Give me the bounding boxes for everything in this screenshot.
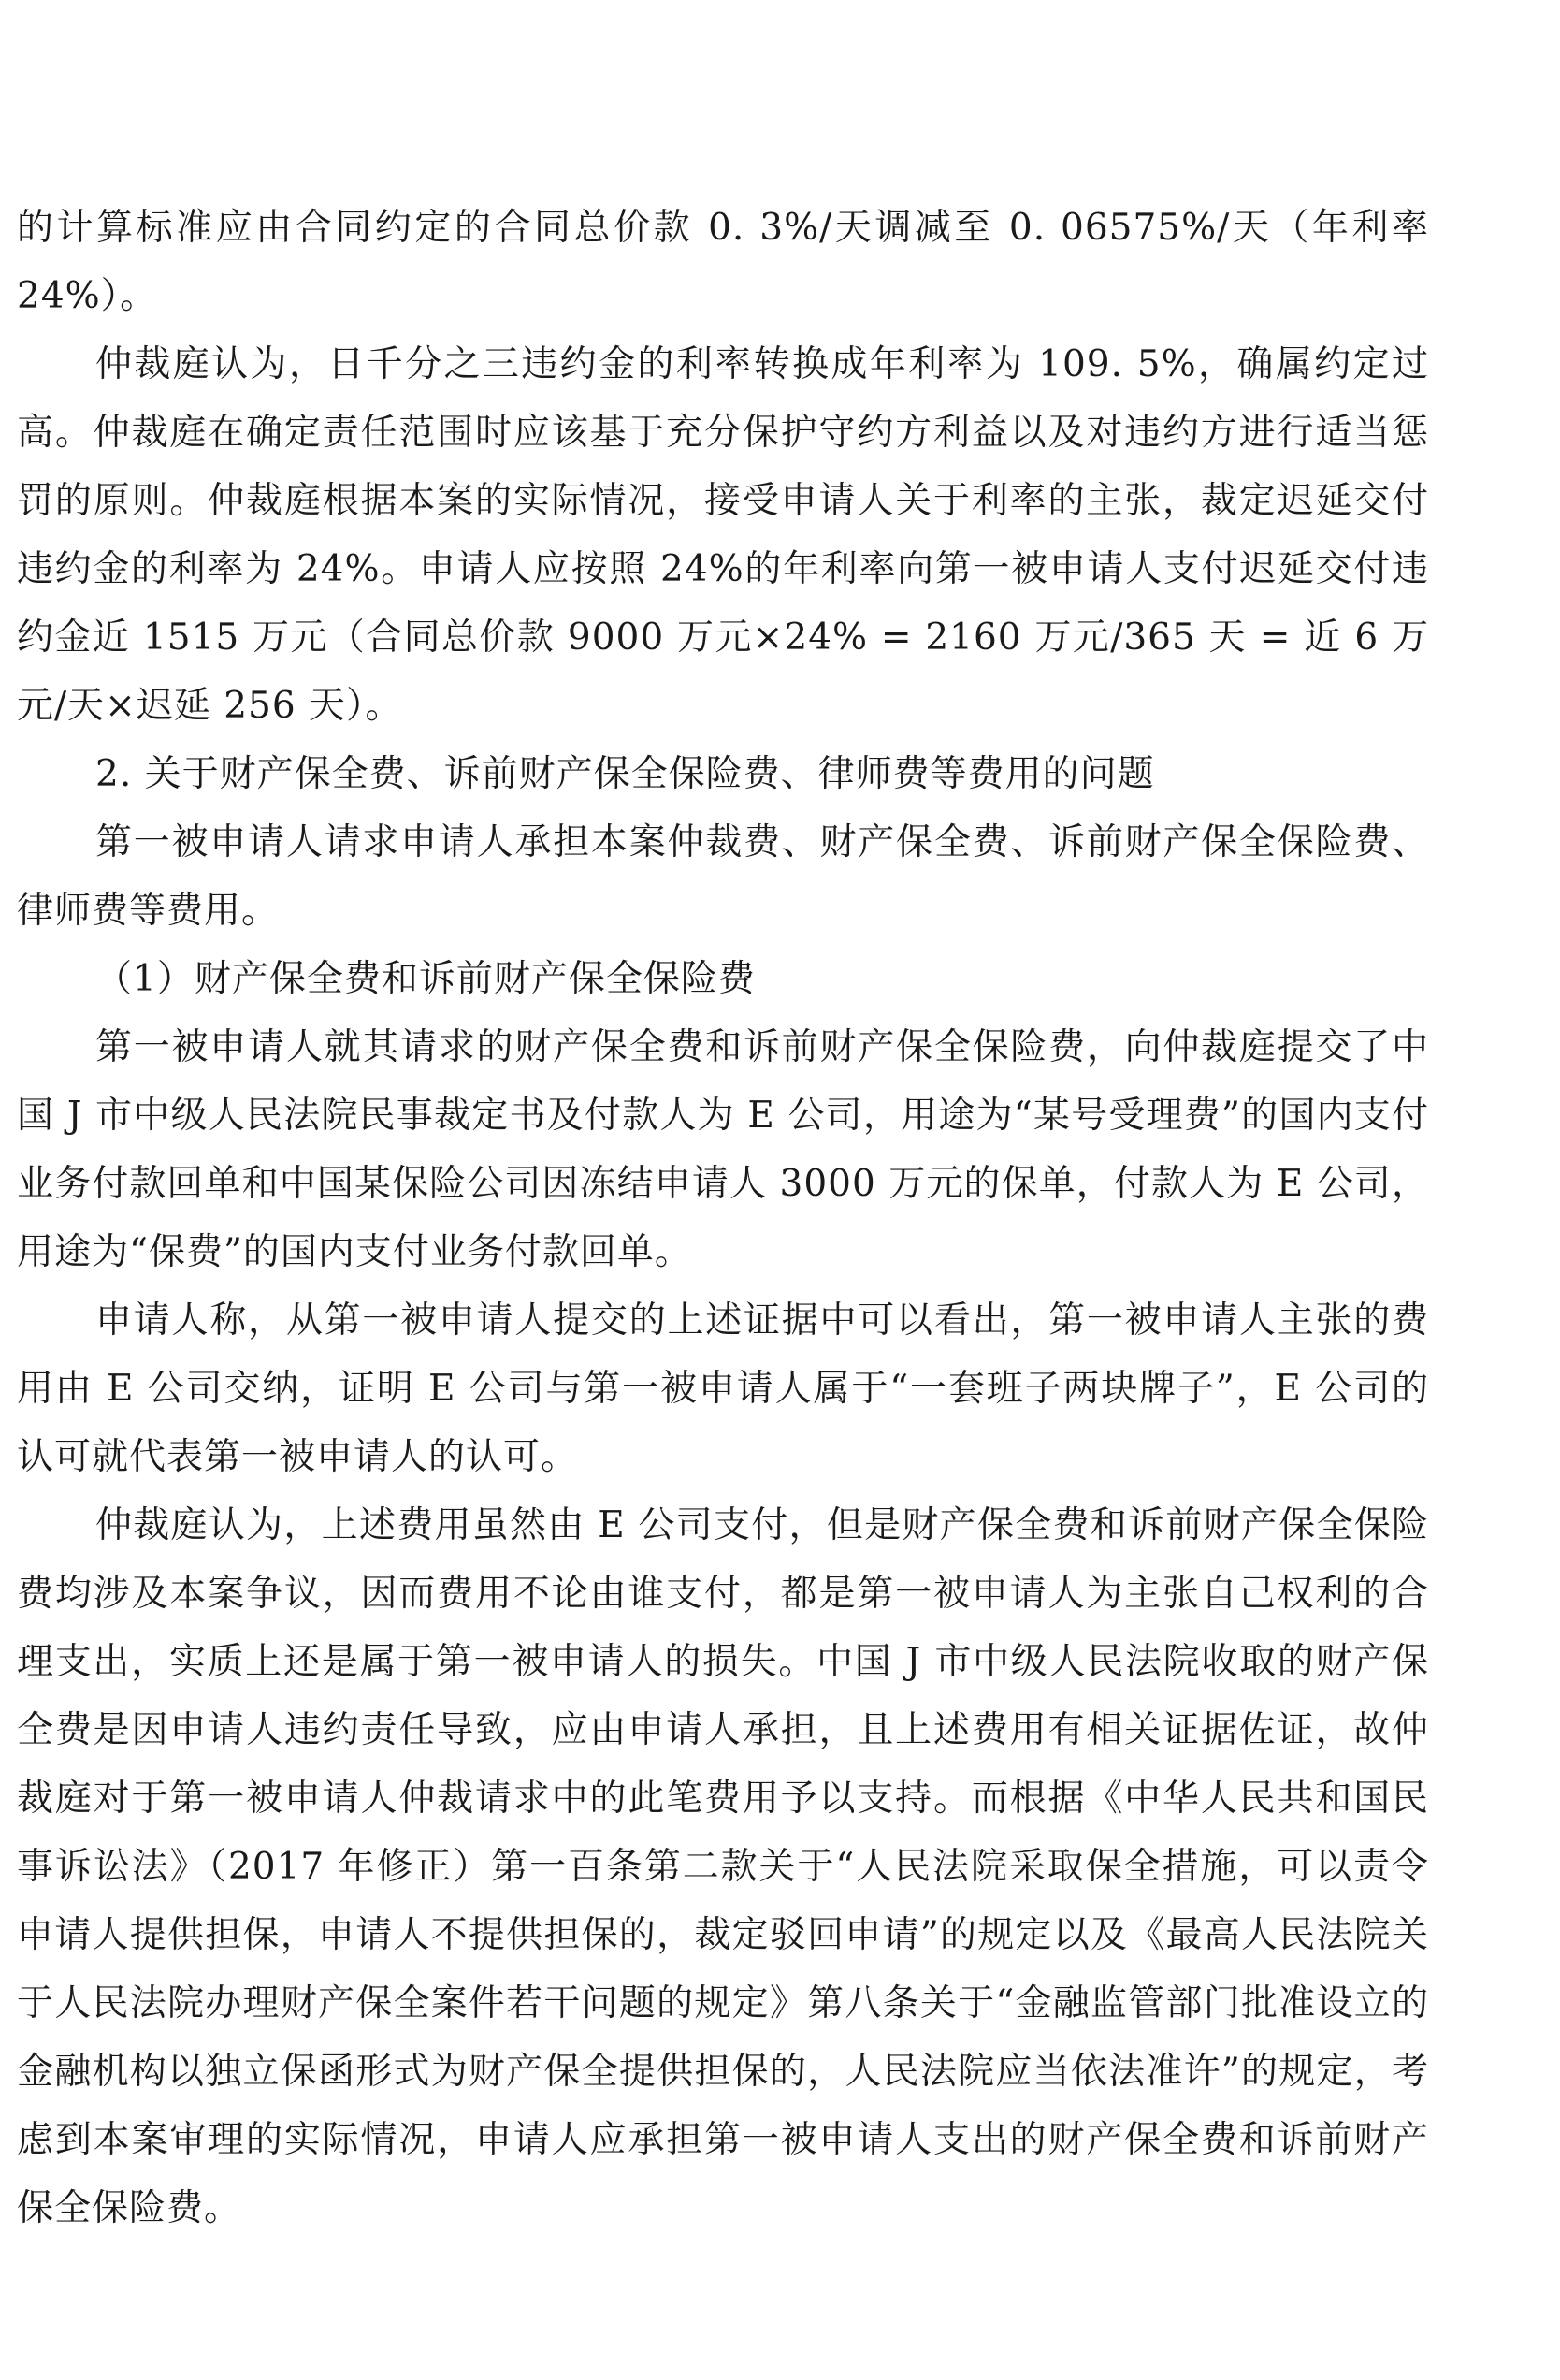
- subsection-heading-1: （1）财产保全费和诉前财产保全保险费: [95, 958, 756, 1000]
- paragraph-3: 第一被申请人请求申请人承担本案仲裁费、财产保全费、诉前财产保全保险费、律师费等费用。: [17, 821, 1429, 932]
- paragraph-4: 第一被申请人就其请求的财产保全费和诉前财产保全保险费，向仲裁庭提交了中国 J 市中级人民法院民事裁定书及付款人为 E 公司，用途为“某号受理费”的国内支付业务付款回单和中国某保险公司因冻结申请人 3000 万元的保单，付款人为 E 公司，用途为“保费”的国内支付业务付款回单。: [17, 1026, 1429, 1273]
- paragraph-6: 仲裁庭认为，上述费用虽然由 E 公司支付，但是财产保全费和诉前财产保全保险费均涉及本案争议，因而费用不论由谁支付，都是第一被申请人为主张自己权利的合理支出，实质上还是属于第一被申请人的损失。中国 J 市中级人民法院收取的财产保全费是因申请人违约责任导致，应由申请人承担，且上述费用有相关证据佐证，故仲裁庭对于第一被申请人仲裁请求中的此笔费用予以支持。而根据《中华人民共和国民事诉讼法》（2017 年修正）第一百条第二款关于“人民法院采取保全措施，可以责令申请人提供担保，申请人不提供担保的，裁定驳回申请”的规定以及《最高人民法院关于人民法院办理财产保全案件若干问题的规定》第八条关于“金融监管部门批准设立的金融机构以独立保函形式为财产保全提供担保的，人民法院应当依法准许”的规定，考虑到本案审理的实际情况，申请人应承担第一被申请人支出的财产保全费和诉前财产保全保险费。: [17, 1504, 1429, 2229]
- paragraph-2: 仲裁庭认为，日千分之三违约金的利率转换成年利率为 109. 5%，确属约定过高。仲裁庭在确定责任范围时应该基于充分保护守约方利益以及对违约方进行适当惩罚的原则。仲裁庭根据本案的实际情况，接受申请人关于利率的主张，裁定迟延交付违约金的利率为 24%。申请人应按照 24%的年利率向第一被申请人支付迟延交付违约金近 1515 万元（合同总价款 9000 万元×24% = 2160 万元/365 天 = 近 6 万元/天×迟延 256 天）。: [17, 343, 1429, 727]
- paragraph-5: 申请人称，从第一被申请人提交的上述证据中可以看出，第一被申请人主张的费用由 E 公司交纳，证明 E 公司与第一被申请人属于“一套班子两块牌子”，E 公司的认可就代表第一被申请人的认可。: [17, 1299, 1429, 1478]
- body-text: [17, 194, 1429, 2242]
- section-heading-2: 2. 关于财产保全费、诉前财产保全保险费、律师费等费用的问题: [95, 753, 1155, 795]
- paragraph-1: 的计算标准应由合同约定的合同总价款 0. 3%/天调减至 0. 06575%/天（年利率 24%）。: [17, 207, 1429, 317]
